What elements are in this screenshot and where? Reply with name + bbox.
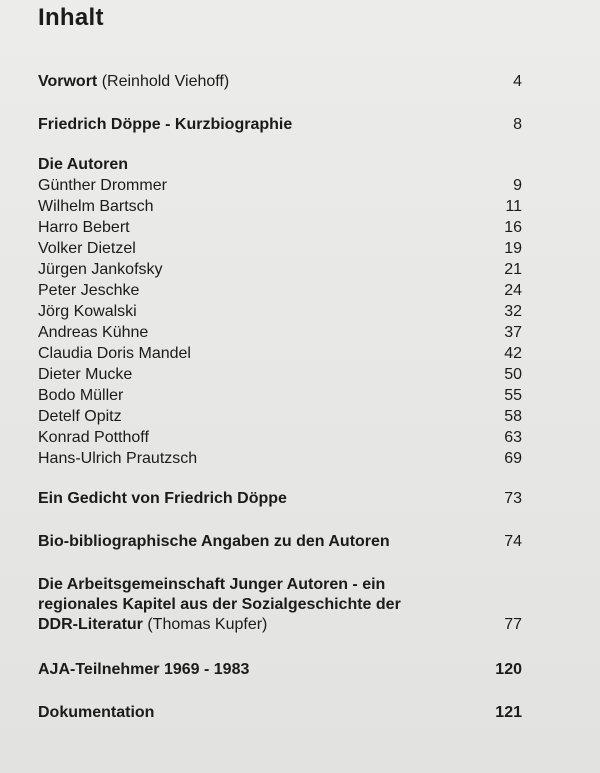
entry-author: (Thomas Kupfer) <box>142 616 268 633</box>
toc-author-row <box>38 260 522 280</box>
author-name: Volker Dietzel <box>38 240 136 257</box>
author-page: 19 <box>504 240 522 257</box>
toc-author-row <box>38 239 522 259</box>
author-name: Andreas Kühne <box>38 324 149 341</box>
author-page: 16 <box>504 219 522 236</box>
entry-page: 77 <box>504 616 522 633</box>
toc-author-row <box>38 428 522 448</box>
author-page: 58 <box>504 408 522 425</box>
toc-entry-kurzbiographie <box>38 115 522 135</box>
author-page: 50 <box>504 366 522 383</box>
entry-page: 73 <box>504 490 522 507</box>
author-name: Peter Jeschke <box>38 282 140 299</box>
author-name: Bodo Müller <box>38 387 124 404</box>
entry-title: Vorwort <box>38 73 98 90</box>
entry-title: Dokumentation <box>38 704 155 721</box>
author-name: Claudia Doris Mandel <box>38 345 191 362</box>
page-title: Inhalt <box>38 4 104 31</box>
author-page: 24 <box>504 282 522 299</box>
toc-author-row <box>38 176 522 196</box>
entry-title-line-2: regionales Kapitel aus der Sozialgeschichte der <box>38 596 401 613</box>
entry-title: Bio-bibliographische Angaben zu den Autoren <box>38 533 390 550</box>
author-name: Jörg Kowalski <box>38 303 137 320</box>
author-page: 42 <box>504 345 522 362</box>
author-page: 32 <box>504 303 522 320</box>
author-page: 69 <box>504 450 522 467</box>
author-page: 37 <box>504 324 522 341</box>
author-page: 21 <box>504 261 522 278</box>
entry-title: Friedrich Döppe - Kurzbiographie <box>38 116 293 133</box>
toc-author-row <box>38 365 522 385</box>
toc-author-row <box>38 323 522 343</box>
author-name: Günther Drommer <box>38 177 167 194</box>
author-page: 55 <box>504 387 522 404</box>
toc-author-row <box>38 218 522 238</box>
entry-title: AJA-Teilnehmer 1969 - 1983 <box>38 661 250 678</box>
author-name: Konrad Potthoff <box>38 429 149 446</box>
toc-entry-bio-bibliographie <box>38 532 522 552</box>
entry-page: 74 <box>504 533 522 550</box>
author-name: Harro Bebert <box>38 219 130 236</box>
toc-author-row <box>38 197 522 217</box>
toc-author-row <box>38 386 522 406</box>
toc-author-row <box>38 449 522 469</box>
toc-author-row <box>38 407 522 427</box>
entry-author: (Reinhold Viehoff) <box>97 73 230 90</box>
entry-title-line-3: DDR-Literatur <box>38 616 143 633</box>
toc-entry-gedicht <box>38 489 522 509</box>
author-name: Detelf Opitz <box>38 408 122 425</box>
toc-entry-vorwort <box>38 72 522 92</box>
toc-entry-aja-teilnehmer <box>38 660 522 680</box>
entry-title-line-1: Die Arbeitsgemeinschaft Junger Autoren - ein <box>38 576 386 593</box>
entry-page: 8 <box>513 116 522 133</box>
toc-author-row <box>38 302 522 322</box>
toc-author-row <box>38 281 522 301</box>
author-name: Wilhelm Bartsch <box>38 198 154 215</box>
entry-page: 121 <box>495 704 522 721</box>
entry-page: 120 <box>495 661 522 678</box>
toc-author-row <box>38 344 522 364</box>
toc-entry-arbeitsgemeinschaft <box>38 575 522 635</box>
author-page: 63 <box>504 429 522 446</box>
toc-entry-dokumentation <box>38 703 522 723</box>
author-name: Hans-Ulrich Prautzsch <box>38 450 198 467</box>
author-page: 9 <box>513 177 522 194</box>
entry-page: 4 <box>513 73 522 90</box>
author-page: 11 <box>505 198 522 215</box>
entry-title: Ein Gedicht von Friedrich Döppe <box>38 490 287 507</box>
author-name: Dieter Mucke <box>38 366 133 383</box>
authors-heading: Die Autoren <box>38 156 129 173</box>
author-name: Jürgen Jankofsky <box>38 261 163 278</box>
